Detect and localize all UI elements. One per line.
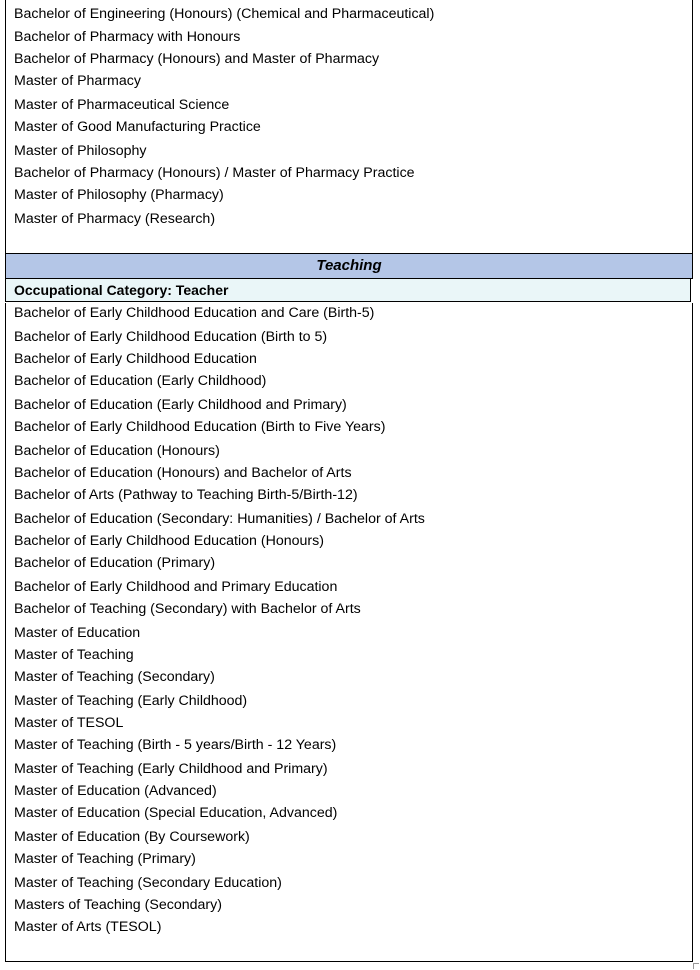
list-item: Bachelor of Education (Secondary: Humanities) / Bachelor of Arts bbox=[14, 511, 425, 527]
list-item: Master of Education (Special Education, Advanced) bbox=[14, 805, 338, 821]
list-item: Bachelor of Education (Primary) bbox=[14, 555, 216, 571]
list-item: Master of Teaching (Early Childhood and Primary) bbox=[14, 761, 328, 777]
list-item: Bachelor of Arts (Pathway to Teaching Birth-5/Birth-12) bbox=[14, 487, 358, 503]
list-item: Bachelor of Education (Early Childhood and Primary) bbox=[14, 397, 347, 413]
page-corner-mark bbox=[693, 963, 699, 969]
list-item: Master of Teaching (Primary) bbox=[14, 851, 196, 867]
list-item: Master of Teaching (Secondary) bbox=[14, 669, 215, 685]
list-item: Master of Arts (TESOL) bbox=[14, 919, 162, 935]
list-item: Bachelor of Education (Honours) and Bachelor of Arts bbox=[14, 465, 352, 481]
list-item: Bachelor of Education (Honours) bbox=[14, 443, 220, 459]
pharmacy-program-list-cell bbox=[5, 0, 693, 254]
list-item: Bachelor of Early Childhood Education (Honours) bbox=[14, 533, 324, 549]
list-item: Masters of Teaching (Secondary) bbox=[14, 897, 222, 913]
list-item: Bachelor of Early Childhood Education bbox=[14, 351, 257, 367]
list-item: Bachelor of Early Childhood Education (Birth to 5) bbox=[14, 329, 328, 345]
list-item: Master of Good Manufacturing Practice bbox=[14, 119, 261, 135]
list-item: Master of Teaching (Early Childhood) bbox=[14, 693, 248, 709]
teaching-program-list-cell bbox=[5, 303, 693, 962]
list-item: Master of Teaching (Birth - 5 years/Birth - 12 Years) bbox=[14, 737, 337, 753]
list-item: Bachelor of Early Childhood Education and Care (Birth-5) bbox=[14, 305, 375, 321]
section-header-teaching: Teaching bbox=[5, 254, 693, 279]
program-table bbox=[5, 0, 693, 962]
list-item: Master of TESOL bbox=[14, 715, 124, 731]
list-item: Master of Pharmaceutical Science bbox=[14, 97, 230, 113]
occupational-category-label: Occupational Category: Teacher bbox=[5, 279, 691, 302]
list-item: Master of Philosophy bbox=[14, 143, 147, 159]
list-item: Master of Teaching (Secondary Education) bbox=[14, 875, 282, 891]
list-item: Master of Pharmacy bbox=[14, 73, 141, 89]
list-item: Bachelor of Engineering (Honours) (Chemical and Pharmaceutical) bbox=[14, 6, 435, 22]
list-item: Bachelor of Pharmacy (Honours) / Master of Pharmacy Practice bbox=[14, 165, 415, 181]
list-item: Master of Education bbox=[14, 625, 141, 641]
list-item: Master of Teaching bbox=[14, 647, 134, 663]
list-item: Bachelor of Pharmacy (Honours) and Master of Pharmacy bbox=[14, 51, 380, 67]
list-item: Master of Pharmacy (Research) bbox=[14, 211, 216, 227]
list-item: Master of Philosophy (Pharmacy) bbox=[14, 187, 224, 203]
list-item: Bachelor of Teaching (Secondary) with Bachelor of Arts bbox=[14, 601, 361, 617]
list-item: Master of Education (Advanced) bbox=[14, 783, 217, 799]
list-item: Bachelor of Education (Early Childhood) bbox=[14, 373, 267, 389]
list-item: Bachelor of Early Childhood Education (Birth to Five Years) bbox=[14, 419, 386, 435]
list-item: Bachelor of Early Childhood and Primary Education bbox=[14, 579, 338, 595]
list-item: Bachelor of Pharmacy with Honours bbox=[14, 29, 241, 45]
list-item: Master of Education (By Coursework) bbox=[14, 829, 250, 845]
